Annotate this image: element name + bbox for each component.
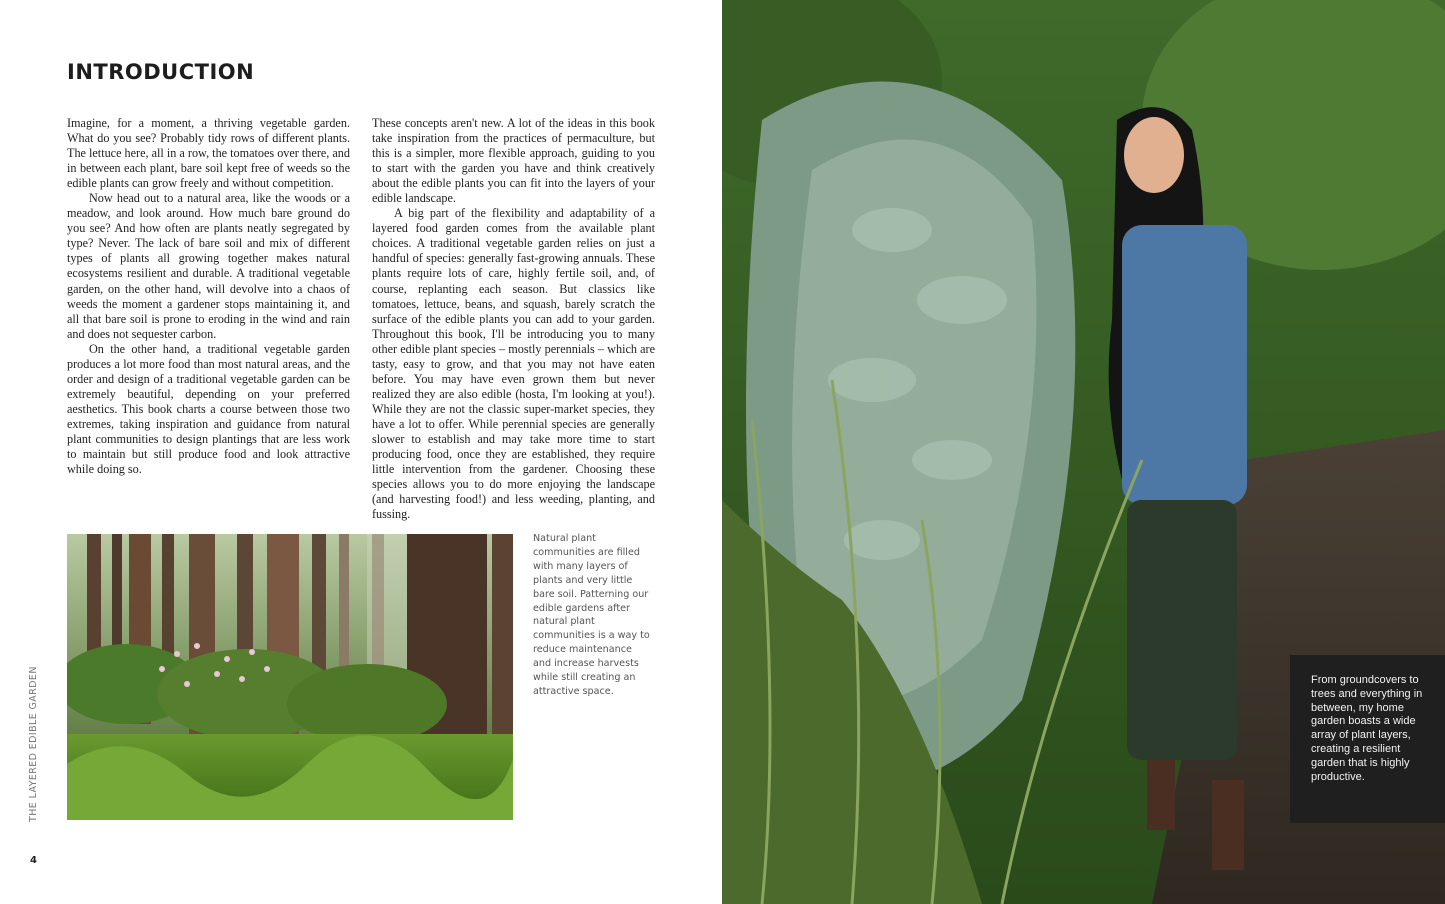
photo-caption: Natural plant communities are filled with many layers of plants and very little bare soil. Patterning our edible gardens after natural plant communities is a way to reduce maintenance and increase harvests while still creating an attractive space. — [533, 533, 650, 697]
paragraph: A big part of the flexibility and adaptability of a layered food garden comes from the available plant choices. A traditional vegetable garden relies on just a handful of species: generally fast-growing annuals. These plants require lots of care, highly fertile soil, and, of course, replanting each season. But classics like tomatoes, lettuce, beans, and squash, barely scratch the surface of the edible plants you can add to your garden. Throughout this book, I'll be introducing you to many other edible plant species – mostly perennials – which are tasty, easy to grow, and that you may not have eaten before. You may have even grown them but never realized they are also edible (hosta, I'm looking at you!). While they are not the classic super-market species, they have a lot to offer. While perennial species are generally slower to establish and may take more time to start producing food, once they are established, they require little intervention from the gardener. Choosing these species allows you to do more enjoying the landscape (and harvesting food!) and less weeding, planting, and fussing. — [372, 206, 655, 522]
forest-photo — [67, 534, 513, 820]
right-page — [722, 0, 1445, 904]
paragraph: Imagine, for a moment, a thriving vegetable garden. What do you see? Probably tidy rows of different plants. The lettuce here, all in a row, the tomatoes over there, and in between each plant, bare soil kept free of weeds so the edible plants can grow freely and without competition. — [67, 116, 350, 191]
running-head: THE LAYERED EDIBLE GARDEN — [28, 666, 39, 822]
text-column-1 — [67, 116, 350, 477]
paragraph: Now head out to a natural area, like the woods or a meadow, and look around. How much bare ground do you see? And how often are plants neatly segregated by type? Never. The lack of bare soil and mix of different types of plants all growing together makes natural ecosystems resilient and durable. A traditional vegetable garden, on the other hand, will devolve into a chaos of weeds the moment a gardener stops maintaining it, and all that bare soil is prone to eroding in the wind and rain and does not sequester carbon. — [67, 191, 350, 341]
left-page — [0, 0, 722, 904]
text-column-2 — [372, 116, 655, 522]
page-heading: INTRODUCTION — [67, 60, 255, 84]
page-number: 4 — [30, 855, 37, 866]
photo-caption-right: From groundcovers to trees and everything in between, my home garden boasts a wide array of plant layers, creating a resilient garden that is highly productive. — [1290, 655, 1445, 823]
paragraph: These concepts aren't new. A lot of the ideas in this book take inspiration from the practices of permaculture, but this is a simpler, more flexible approach, guiding to you to start with the garden you have and think creatively about the edible plants you can fit into the layers of your edible landscape. — [372, 116, 655, 206]
paragraph: On the other hand, a traditional vegetable garden produces a lot more food than most natural areas, and the order and design of a traditional vegetable garden can be extremely beautiful, depending on your preferred aesthetics. This book charts a course between those two extremes, taking inspiration and guidance from natural plant communities to design plantings that are less work to maintain but still produce food and look attractive while doing so. — [67, 341, 350, 477]
